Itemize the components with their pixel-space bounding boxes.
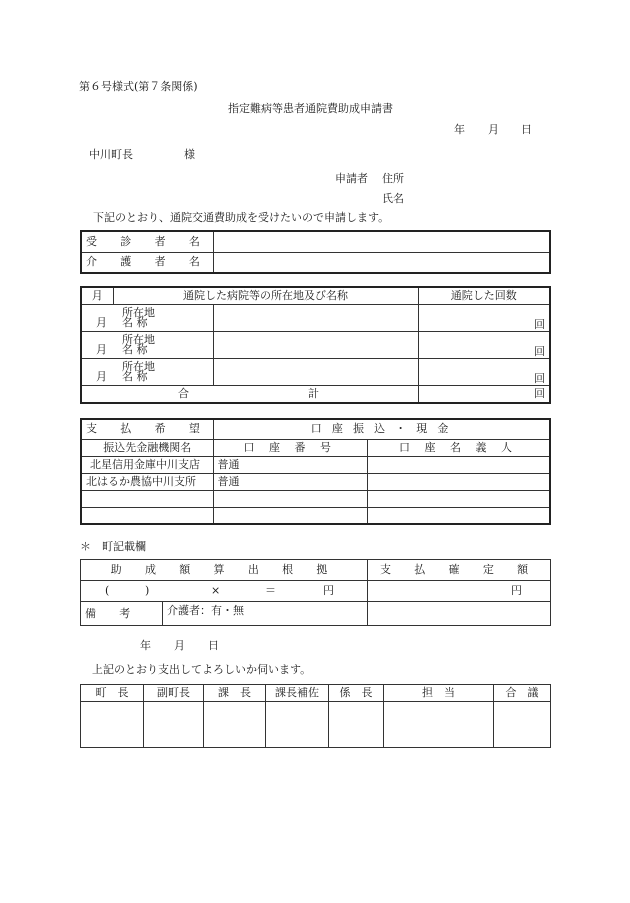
visit-label-cell <box>81 331 213 358</box>
stamp-box-assistant-chief[interactable] <box>266 702 329 748</box>
count-unit: 回 <box>534 317 545 331</box>
patient-name-label: 受 診 者 名 <box>81 231 213 252</box>
approval-table <box>80 684 551 748</box>
approval-header-mayor: 町 長 <box>81 685 144 702</box>
col-count-header: 通院した回数 <box>418 287 550 304</box>
location-label: 所在地 <box>122 332 155 346</box>
approval-header-consultation: 合 議 <box>494 685 551 702</box>
addressee: 中川町長 <box>89 148 133 161</box>
account-type[interactable]: 普通 <box>213 473 367 490</box>
office-section-label: ＊ 町記載欄 <box>80 540 146 553</box>
facility-name-label: 名 称 <box>122 315 148 329</box>
stamp-box-consultation[interactable] <box>494 702 551 748</box>
col-account-header: 口 座 番 号 <box>213 439 367 456</box>
account-holder-field[interactable] <box>367 456 550 473</box>
month-char: 月 <box>96 369 107 383</box>
count-unit: 回 <box>534 344 545 358</box>
patient-name-field[interactable] <box>213 231 550 252</box>
office-date-day: 日 <box>208 639 219 652</box>
visits-table <box>80 286 551 404</box>
account-holder-field[interactable] <box>367 473 550 490</box>
facility-name-label: 名 称 <box>122 342 148 356</box>
paren-close: ) <box>145 584 150 597</box>
account-number-field[interactable] <box>213 490 367 507</box>
col-month-header: 月 <box>81 287 113 304</box>
visit-label-cell <box>81 358 213 385</box>
stamp-box-mayor[interactable] <box>81 702 144 748</box>
stamp-box-unit-chief[interactable] <box>329 702 384 748</box>
remarks-label: 備 考 <box>81 602 163 626</box>
col-holder-header: 口 座 名 義 人 <box>367 439 550 456</box>
total-count-field[interactable] <box>418 385 550 403</box>
date-year: 年 <box>454 123 465 136</box>
total-label-a: 合 <box>178 386 189 400</box>
bank-name: 北星信用金庫中川支店 <box>81 456 213 473</box>
approval-header-staff: 担 当 <box>384 685 494 702</box>
yen-unit: 円 <box>323 584 334 597</box>
visit-row <box>81 331 550 358</box>
visit-count-field[interactable] <box>418 331 550 358</box>
caregiver-name-field[interactable] <box>213 252 550 273</box>
month-char: 月 <box>96 342 107 356</box>
visit-count-field[interactable] <box>418 304 550 331</box>
approval-request-text: 上記のとおり支出してよろしいか伺います。 <box>92 663 312 676</box>
visit-hospital-field[interactable] <box>213 331 418 358</box>
total-label-b: 計 <box>308 386 319 400</box>
visit-hospital-field[interactable] <box>213 358 418 385</box>
bank-row <box>81 490 550 507</box>
payment-table <box>80 418 551 525</box>
stamp-box-staff[interactable] <box>384 702 494 748</box>
visit-label-cell <box>81 304 213 331</box>
applicant-label: 申請者 <box>335 172 368 185</box>
confirmed-amount-field[interactable] <box>368 581 551 602</box>
confirmed-amount-header: 支 払 確 定 額 <box>368 560 551 581</box>
total-label-cell <box>81 385 418 403</box>
visit-row <box>81 304 550 331</box>
account-holder-field[interactable] <box>367 490 550 507</box>
visit-row <box>81 358 550 385</box>
paren-open: ( <box>105 584 110 597</box>
date-day: 日 <box>521 123 532 136</box>
times-sign: × <box>211 584 221 597</box>
caregiver-name-label: 介 護 者 名 <box>81 252 213 273</box>
intro-text: 下記のとおり、通院交通費助成を受けたいので申請します。 <box>93 211 390 224</box>
yen-unit: 円 <box>511 584 522 598</box>
office-table <box>80 559 551 626</box>
bank-row <box>81 507 550 524</box>
count-unit: 回 <box>534 371 545 385</box>
form-number: 第６号様式(第７条関係) <box>79 80 198 93</box>
col-hospital-header: 通院した病院等の所在地及び名称 <box>113 287 418 304</box>
payment-method-label: 支 払 希 望 <box>81 419 213 439</box>
visit-hospital-field[interactable] <box>213 304 418 331</box>
stamp-box-deputy-mayor[interactable] <box>144 702 204 748</box>
bank-name-field[interactable] <box>81 507 213 524</box>
stamp-box-section-chief[interactable] <box>204 702 266 748</box>
bank-name-field[interactable] <box>81 490 213 507</box>
patient-table <box>80 230 551 274</box>
equals-sign: ＝ <box>265 584 276 597</box>
account-type[interactable]: 普通 <box>213 456 367 473</box>
office-date-year: 年 <box>140 639 151 652</box>
account-holder-field[interactable] <box>367 507 550 524</box>
location-label: 所在地 <box>122 305 155 319</box>
approval-header-deputy-mayor: 副町長 <box>144 685 204 702</box>
bank-name: 北はるか農協中川支所 <box>81 473 213 490</box>
approval-header-assistant-chief: 課長補佐 <box>266 685 329 702</box>
facility-name-label: 名 称 <box>122 369 148 383</box>
remarks-field[interactable] <box>368 602 551 626</box>
caregiver-option[interactable]: 介護者：有・無 <box>163 602 368 626</box>
calc-basis-header: 助 成 額 算 出 根 拠 <box>81 560 368 581</box>
location-label: 所在地 <box>122 359 155 373</box>
date-month: 月 <box>488 123 499 136</box>
approval-header-unit-chief: 係 長 <box>329 685 384 702</box>
office-date-month: 月 <box>174 639 185 652</box>
count-unit: 回 <box>534 386 545 400</box>
address-label: 住所 <box>382 172 404 185</box>
payment-method-options[interactable]: 口 座 振 込 ・ 現 金 <box>213 419 550 439</box>
calc-basis-field[interactable] <box>81 581 368 602</box>
bank-row <box>81 473 550 490</box>
month-char: 月 <box>96 315 107 329</box>
visit-count-field[interactable] <box>418 358 550 385</box>
account-number-field[interactable] <box>213 507 367 524</box>
form-title: 指定難病等患者通院費助成申請書 <box>228 102 393 115</box>
honorific: 様 <box>184 148 195 161</box>
col-bank-header: 振込先金融機関名 <box>81 439 213 456</box>
bank-row <box>81 456 550 473</box>
name-label: 氏名 <box>382 192 404 205</box>
approval-header-section-chief: 課 長 <box>204 685 266 702</box>
